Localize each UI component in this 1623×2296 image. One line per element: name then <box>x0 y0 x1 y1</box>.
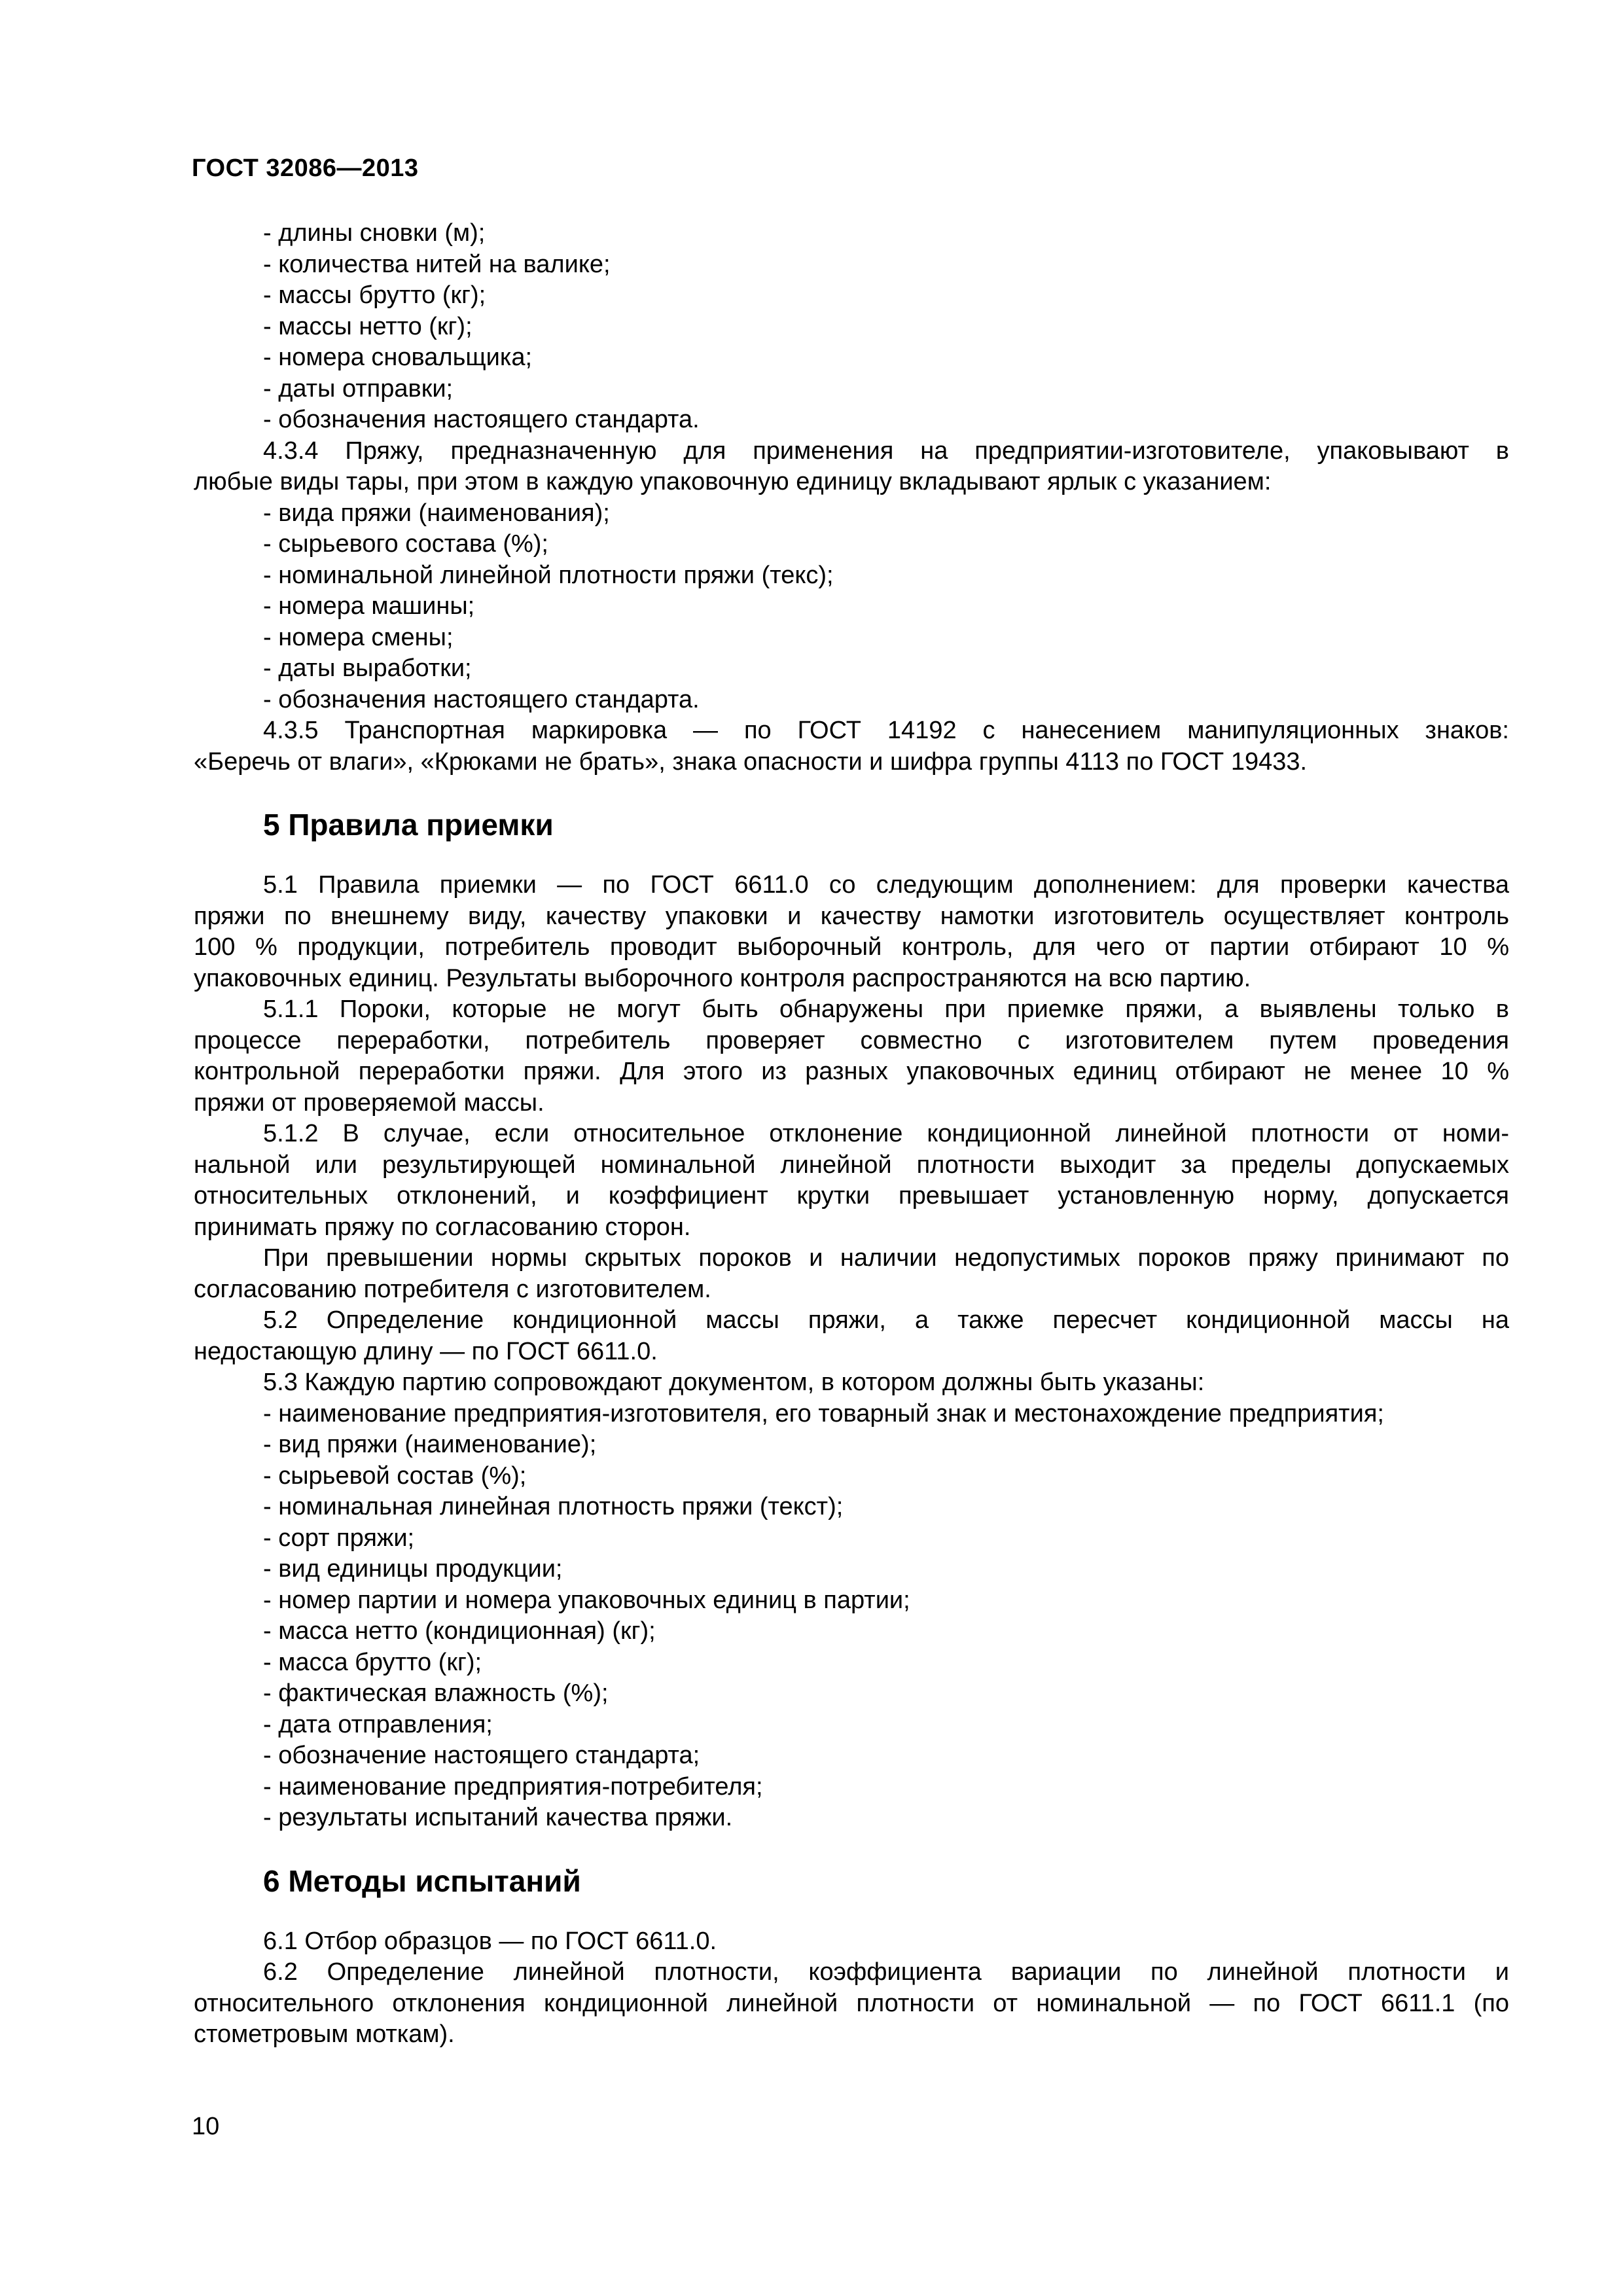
list-item: - наименование предприятия-потребителя; <box>263 1772 763 1801</box>
paragraph-line: 5.1.2 В случае, если относительное отклонение кондиционной линейной плотности от номи- <box>263 1120 1509 1147</box>
list-item: - длины сновки (м); <box>263 219 486 247</box>
list-item: - номера машины; <box>263 592 475 620</box>
document-body <box>194 218 1509 2051</box>
paragraph-line: относительного отклонения кондиционной линейной плотности от номинальной — по ГОСТ 6611.1 (по <box>194 1989 1509 2017</box>
paragraph-line: «Беречь от влаги», «Крюками не брать», знака опасности и шифра группы 4113 по ГОСТ 19433. <box>194 747 1308 776</box>
clause-5-1-2-note <box>194 1243 1509 1305</box>
list-item: - вид пряжи (наименование); <box>263 1431 597 1458</box>
document-header: ГОСТ 32086—2013 <box>192 154 419 182</box>
clause-5-3 <box>194 1367 1509 1399</box>
section-heading-5: 5 Правила приемки <box>263 808 554 842</box>
paragraph-line: нальной или результирующей номинальной линейной плотности выходит за пределы допускаемых <box>194 1151 1509 1179</box>
paragraph-line: относительных отклонений, и коэффициент крутки превышает установленную норму, допускается <box>194 1182 1509 1210</box>
paragraph-line: любые виды тары, при этом в каждую упаковочную единицу вкладывают ярлык с указанием: <box>194 468 1272 495</box>
paragraph-line: принимать пряжу по согласованию сторон. <box>194 1213 691 1241</box>
list-item: - вида пряжи (наименования); <box>263 499 610 527</box>
list-item: - дата отправления; <box>263 1710 493 1738</box>
list-label-contents <box>194 498 1509 716</box>
paragraph-line: процессе переработки, потребитель проверяет совместно с изготовителем путем проведения <box>194 1026 1509 1054</box>
list-item: - обозначения настоящего стандарта. <box>263 685 700 713</box>
paragraph-line: недостающую длину — по ГОСТ 6611.0. <box>194 1337 658 1365</box>
paragraph-line: 4.3.5 Транспортная маркировка — по ГОСТ 14192 с нанесением манипуляционных знаков: <box>263 717 1509 744</box>
list-item: - сорт пряжи; <box>263 1524 415 1552</box>
list-item: - номер партии и номера упаковочных единиц в партии; <box>263 1586 910 1614</box>
list-item: - даты выработки; <box>263 655 472 682</box>
list-item: - сырьевой состав (%); <box>263 1462 527 1490</box>
paragraph-line: 5.1 Правила приемки — по ГОСТ 6611.0 со следующим дополнением: для проверки качества <box>263 871 1509 899</box>
section-heading-6: 6 Методы испытаний <box>263 1863 581 1898</box>
paragraph-line: 5.2 Определение кондиционной массы пряжи, а также пересчет кондиционной массы на <box>263 1306 1509 1334</box>
paragraph-line: контрольной переработки пряжи. Для этого из разных упаковочных единиц отбирают не менее 10 % <box>194 1058 1509 1085</box>
list-item: - номера смены; <box>263 623 454 651</box>
list-item: - сырьевого состава (%); <box>263 530 548 558</box>
clause-4-3-5 <box>194 715 1509 778</box>
paragraph-line: стометровым моткам). <box>194 2020 455 2048</box>
list-item: - количества нитей на валике; <box>263 250 611 278</box>
paragraph-line: 4.3.4 Пряжу, предназначенную для применения на предприятии-изготовителе, упаковывают в <box>263 437 1509 465</box>
paragraph-line: пряжи по внешнему виду, качеству упаковки и качеству намотки изготовитель осуществляет контроль <box>194 902 1509 930</box>
list-item: - обозначение настоящего стандарта; <box>263 1742 700 1769</box>
list-beam-marking <box>194 218 1509 436</box>
list-item: - масса нетто (кондиционная) (кг); <box>263 1617 656 1645</box>
page-number: 10 <box>192 2113 220 2140</box>
paragraph-line: 5.1.1 Пороки, которые не могут быть обнаружены при приемке пряжи, а выявлены только в <box>263 996 1509 1023</box>
list-accompanying-document <box>194 1399 1509 1834</box>
clause-5-1-1 <box>194 994 1509 1119</box>
paragraph-line: пряжи от проверяемой массы. <box>194 1088 544 1117</box>
paragraph-line: согласованию потребителя с изготовителем. <box>194 1275 711 1303</box>
list-item: - наименование предприятия-изготовителя, его товарный знак и местонахождение предприятия; <box>263 1399 1384 1427</box>
paragraph-line: При превышении нормы скрытых пороков и наличии недопустимых пороков пряжу принимают по <box>263 1244 1509 1272</box>
list-item: - фактическая влажность (%); <box>263 1679 609 1707</box>
list-item: - номинальная линейная плотность пряжи (текст); <box>263 1493 844 1520</box>
paragraph-line: 5.3 Каждую партию сопровождают документом, в котором должны быть указаны: <box>263 1369 1205 1396</box>
list-item: - масса брутто (кг); <box>263 1648 482 1676</box>
list-item: - массы нетто (кг); <box>263 312 473 340</box>
clause-4-3-4 <box>194 436 1509 498</box>
list-item: - обозначения настоящего стандарта. <box>263 406 700 433</box>
paragraph-line: 6.1 Отбор образцов — по ГОСТ 6611.0. <box>263 1927 717 1955</box>
list-item: - номинальной линейной плотности пряжи (текс); <box>263 561 834 589</box>
list-item: - результаты испытаний качества пряжи. <box>263 1804 733 1831</box>
clause-5-2 <box>194 1305 1509 1367</box>
list-item: - вид единицы продукции; <box>263 1555 563 1583</box>
clause-5-1-2 <box>194 1119 1509 1243</box>
paragraph-line: 100 % продукции, потребитель проводит выборочный контроль, для чего от партии отбирают 10 % <box>194 933 1509 961</box>
paragraph-line: упаковочных единиц. Результаты выборочного контроля распространяются на всю партию. <box>194 964 1251 992</box>
clause-6-1 <box>194 1926 1509 1958</box>
list-item: - даты отправки; <box>263 374 454 403</box>
paragraph-line: 6.2 Определение линейной плотности, коэффициента вариации по линейной плотности и <box>263 1958 1509 1986</box>
clause-6-2 <box>194 1957 1509 2051</box>
clause-5-1 <box>194 870 1509 994</box>
list-item: - номера сновальщика; <box>263 344 533 371</box>
list-item: - массы брутто (кг); <box>263 281 486 309</box>
